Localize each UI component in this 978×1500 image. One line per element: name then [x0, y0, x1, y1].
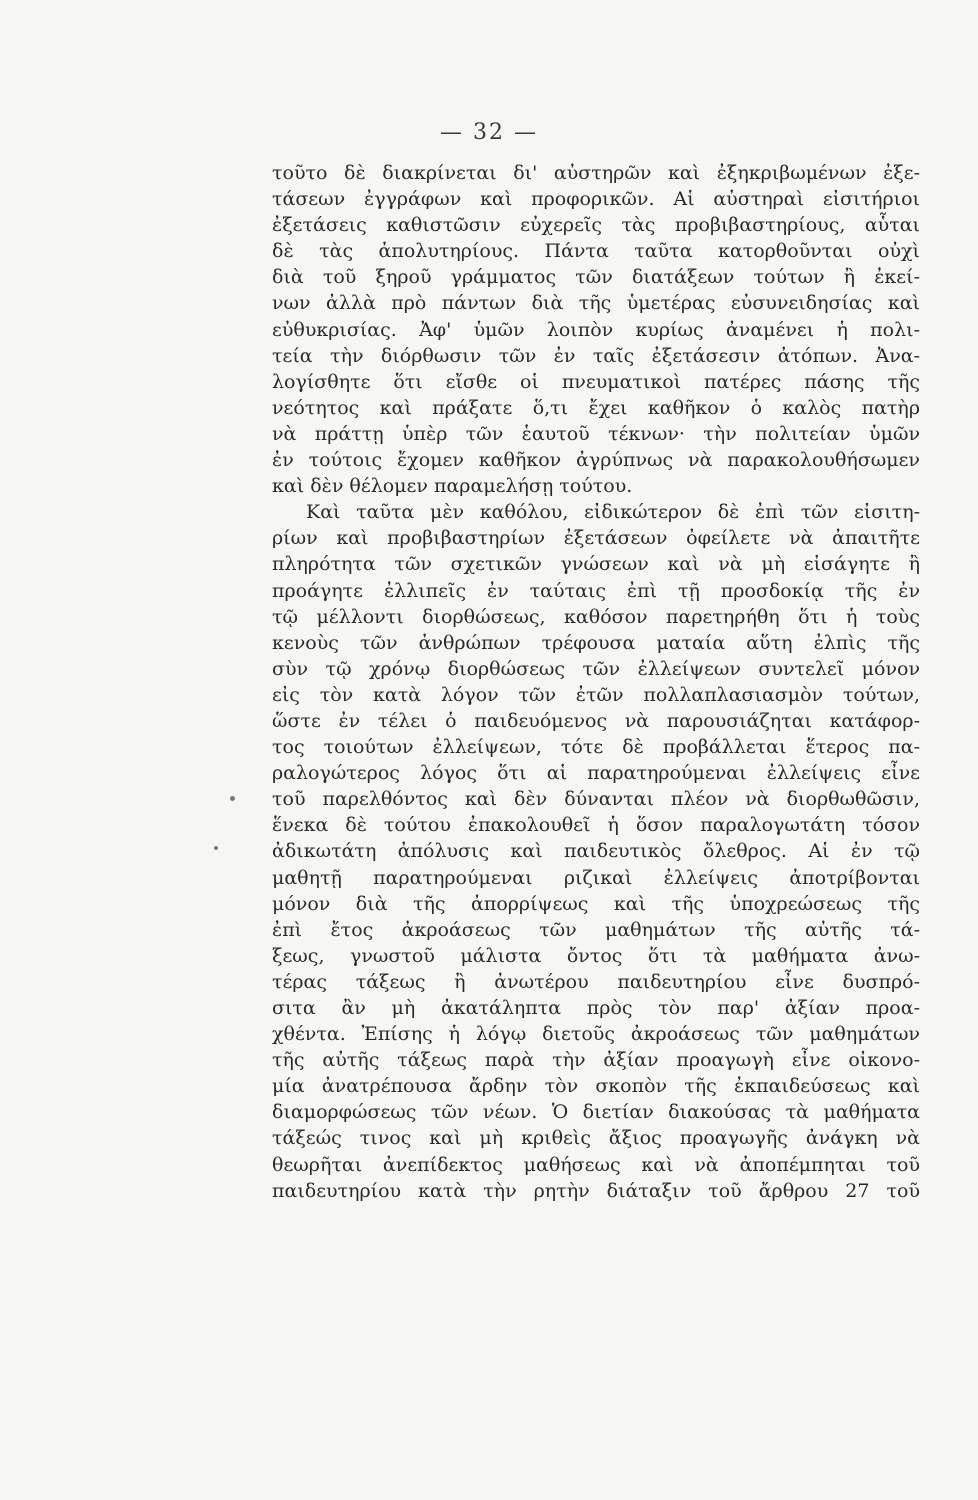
- text-line: ξεως, γνωστοῦ μάλιστα ὄντος ὅτι τὰ μαθήματα ἀνω-: [272, 944, 920, 967]
- text-line: τος τοιούτων ἐλλείψεων, τότε δὲ προβάλλεται ἕτερος πα-: [272, 736, 920, 759]
- text-line: τάξεώς τινος καὶ μὴ κριθεὶς ἄξιος προαγωγῆς ἀνάγκη νὰ: [272, 1127, 920, 1150]
- text-line: εὐθυκρισίας. Ἀφ' ὑμῶν λοιπὸν κυρίως ἀναμένει ἡ πολι-: [272, 318, 920, 341]
- text-line: ἐπὶ ἔτος ἀκροάσεως τῶν μαθημάτων τῆς αὐτῆς τά-: [272, 918, 920, 941]
- text-line: μία ἀνατρέπουσα ἄρδην τὸν σκοπὸν τῆς ἐκπαιδεύσεως καὶ: [272, 1075, 920, 1098]
- text-line: τῆς αὐτῆς τάξεως παρὰ τὴν ἀξίαν προαγωγὴ εἶνε οἰκονο-: [272, 1049, 920, 1072]
- ink-speck: [214, 846, 218, 850]
- text-line: θεωρῆται ἀνεπίδεκτος μαθήσεως καὶ νὰ ἀποπέμπηται τοῦ: [272, 1153, 920, 1176]
- text-line: δὲ τὰς ἀπολυτηρίους. Πάντα ταῦτα κατορθοῦνται οὐχὶ: [272, 240, 920, 263]
- text-line: ἐξετάσεις καθιστῶσιν εὐχερεῖς τὰς προβιβαστηρίους, αὗται: [272, 214, 920, 237]
- text-line: προάγητε ἐλλιπεῖς ἐν ταύταις ἐπὶ τῇ προσδοκίᾳ τῆς ἐν: [272, 579, 920, 602]
- ink-speck: [230, 796, 235, 801]
- text-line: σιτα ἂν μὴ ἀκατάληπτα πρὸς τὸν παρ' ἀξίαν προα-: [272, 997, 920, 1019]
- text-line: νεότητος καὶ πράξατε ὅ,τι ἔχει καθῆκον ὁ καλὸς πατὴρ: [272, 396, 920, 419]
- text-line: νὰ πράττῃ ὑπὲρ τῶν ἑαυτοῦ τέκνων· τὴν πολιτείαν ὑμῶν: [272, 422, 920, 445]
- text-line: χθέντα. Ἐπίσης ἡ λόγῳ διετοῦς ἀκροάσεως τῶν μαθημάτων: [272, 1023, 920, 1046]
- text-line: ἀδικωτάτη ἀπόλυσις καὶ παιδευτικὸς ὄλεθρος. Αἱ ἐν τῷ: [272, 840, 920, 863]
- text-line: διὰ τοῦ ξηροῦ γράμματος τῶν διατάξεων τούτων ἢ ἐκεί-: [272, 266, 920, 289]
- paragraph-start-line: Καὶ ταῦτα μὲν καθόλου, εἰδικώτερον δὲ ἐπὶ τῶν εἰσιτη-: [306, 501, 920, 524]
- text-line: τοῦτο δὲ διακρίνεται δι' αὐστηρῶν καὶ ἐξηκριβωμένων ἐξε-: [272, 162, 920, 184]
- text-line: νων ἀλλὰ πρὸ πάντων διὰ τῆς ὑμετέρας εὐσυνειδησίας καὶ: [272, 292, 920, 315]
- text-line: τέρας τάξεως ἢ ἀνωτέρου παιδευτηρίου εἶνε δυσπρό-: [272, 970, 920, 993]
- text-line: εἰς τὸν κατὰ λόγον τῶν ἐτῶν πολλαπλασιασμὸν τούτων,: [272, 683, 920, 706]
- text-line: λογίσθητε ὅτι εἴσθε οἱ πνευματικοὶ πατέρες πάσης τῆς: [272, 370, 920, 393]
- text-line: ὥστε ἐν τέλει ὁ παιδευόμενος νὰ παρουσιάζηται κατάφορ-: [272, 709, 920, 732]
- text-line: διαμορφώσεως τῶν νέων. Ὁ διετίαν διακούσας τὰ μαθήματα: [272, 1101, 920, 1124]
- page-number: — 32 —: [440, 120, 538, 145]
- text-line: κενοὺς τῶν ἀνθρώπων τρέφουσα ματαία αὕτη ἐλπὶς τῆς: [272, 631, 920, 654]
- body-text: [272, 160, 920, 1204]
- text-line: σὺν τῷ χρόνῳ διορθώσεως τῶν ἐλλείψεων συντελεῖ μόνον: [272, 657, 920, 680]
- text-line: ἐν τούτοις ἔχομεν καθῆκον ἀγρύπνως νὰ παρακολουθήσωμεν: [272, 449, 920, 472]
- text-line: ἕνεκα δὲ τούτου ἐπακολουθεῖ ἡ ὅσον παραλογωτάτη τόσον: [272, 814, 920, 837]
- text-line: τάσεων ἐγγράφων καὶ προφορικῶν. Αἱ αὐστηραὶ εἰσιτήριοι: [272, 188, 920, 211]
- text-line: ραλογώτερος λόγος ὅτι αἱ παρατηρούμεναι ἐλλείψεις εἶνε: [272, 762, 920, 785]
- text-line: ρίων καὶ προβιβαστηρίων ἐξετάσεων ὀφείλετε νὰ ἀπαιτῆτε: [272, 527, 920, 550]
- text-line: μαθητῇ παρατηρούμεναι ριζικαὶ ἐλλείψεις ἀποτρίβονται: [272, 866, 920, 889]
- text-line: πληρότητα τῶν σχετικῶν γνώσεων καὶ νὰ μὴ εἰσάγητε ἢ: [272, 553, 920, 576]
- text-line: τεία τὴν διόρθωσιν τῶν ἐν ταῖς ἐξετάσεσιν ἀτόπων. Ἀνα-: [272, 344, 920, 367]
- text-line: τῷ μέλλοντι διορθώσεως, καθόσον παρετηρήθη ὅτι ἡ τοὺς: [272, 605, 920, 628]
- text-line: μόνον διὰ τῆς ἀπορρίψεως καὶ τῆς ὑποχρεώσεως τῆς: [272, 892, 920, 915]
- paragraph-end-line: καὶ δὲν θέλομεν παραμελήσῃ τούτου.: [272, 475, 633, 498]
- text-line: παιδευτηρίου κατὰ τὴν ρητὴν διάταξιν τοῦ ἄρθρου 27 τοῦ: [272, 1179, 920, 1202]
- text-line: τοῦ παρελθόντος καὶ δὲν δύνανται πλέον νὰ διορθωθῶσιν,: [272, 788, 920, 811]
